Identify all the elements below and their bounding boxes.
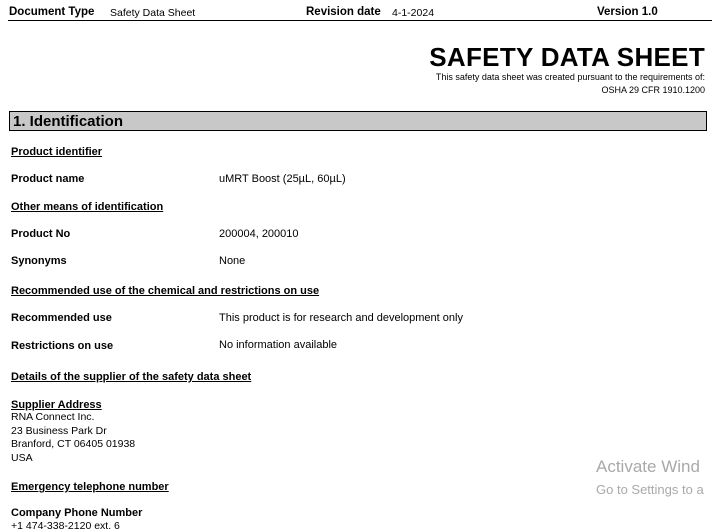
section-header	[9, 111, 707, 131]
recommended-use-value: This product is for research and development only	[219, 312, 463, 324]
doc-type-label: Document Type	[9, 6, 95, 18]
subtitle-osha: OSHA 29 CFR 1910.1200	[601, 85, 705, 95]
restrictions-value: No information available	[219, 339, 338, 351]
recommended-use-label: Recommended use	[11, 312, 112, 324]
page-title: SAFETY DATA SHEET	[429, 42, 705, 72]
section-title: 1. Identification	[13, 113, 124, 130]
restrictions-label: Restrictions on use	[11, 340, 114, 352]
product-name-label: Product name	[11, 173, 85, 185]
company-phone-value: +1 474-338-2120 ext. 6	[11, 520, 120, 531]
document-header	[0, 0, 720, 22]
supplier-address-line: 23 Business Park Dr	[11, 424, 107, 437]
product-no-value: 200004, 200010	[219, 228, 299, 240]
subtitle-requirements: This safety data sheet was created pursuant to the requirements of:	[435, 72, 705, 82]
synonyms-label: Synonyms	[11, 255, 67, 267]
activation-watermark-title: Activate Wind	[596, 457, 700, 476]
revision-date-label: Revision date	[306, 6, 381, 18]
header-divider	[8, 20, 712, 21]
product-no-label: Product No	[11, 228, 71, 240]
product-name-value: uMRT Boost (25µL, 60µL)	[219, 173, 346, 185]
revision-date-value: 4-1-2024	[392, 7, 435, 19]
other-means-heading: Other means of identification	[11, 201, 164, 213]
supplier-address-line: RNA Connect Inc.	[11, 411, 95, 423]
version-label: Version 1.0	[597, 6, 658, 18]
emergency-phone-heading: Emergency telephone number	[11, 481, 169, 493]
doc-type-value: Safety Data Sheet	[110, 7, 196, 19]
product-identifier-heading: Product identifier	[11, 146, 103, 158]
company-phone-label: Company Phone Number	[11, 507, 143, 519]
synonyms-value: None	[219, 255, 246, 267]
supplier-address	[11, 411, 135, 465]
supplier-address-line: USA	[11, 451, 33, 464]
supplier-details-heading: Details of the supplier of the safety data sheet	[11, 371, 252, 383]
supplier-address-label: Supplier Address	[11, 399, 102, 411]
activation-watermark-subtitle: Go to Settings to a	[596, 482, 704, 497]
supplier-address-line: Branford, CT 06405 01938	[11, 438, 136, 450]
recommended-use-heading: Recommended use of the chemical and restrictions on use	[11, 285, 320, 297]
